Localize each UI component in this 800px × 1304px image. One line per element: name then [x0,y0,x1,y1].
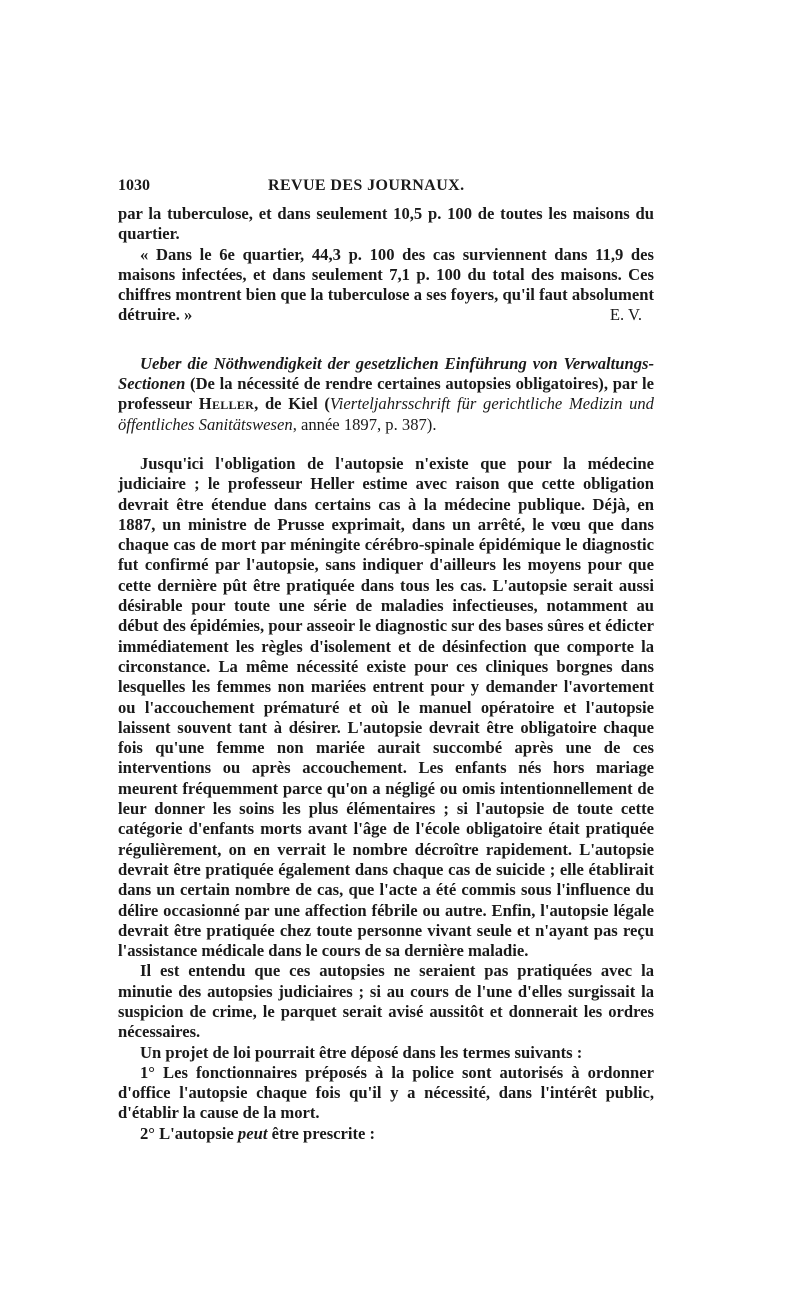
title-french: (De la nécessité de rendre certaines autopsies obligatoires), par le professeur [118,374,654,414]
article-title [118,354,654,435]
signature-text: E. V. [609,305,642,325]
title-german: Ueber die Nöthwendigkeit der gesetzlichen Einführung von Verwaltungs-Sectionen [118,353,654,394]
body-paragraph-2: Il est entendu que ces autopsies ne seraient pas pratiquées avec la minutie des autopsies judiciaires ; si au cours de l'une d'elles surgissait la suspicion de crime, le parquet serait avisé aussitôt et donnerait les ordres nécessaires. [118,961,654,1042]
body-paragraph-5-italic: peut [237,1123,268,1143]
page-number: 1030 [118,177,150,194]
body-paragraph-5-pre: 2° L'autopsie [140,1123,238,1143]
date-reference: , année 1897, p. 387). [292,414,437,434]
previous-paragraph-2-text: « Dans le 6e quartier, 44,3 p. 100 des cas surviennent dans 11,9 des maisons infectées, et dans seulement 7,1 p. 100 du total des maisons. Ces chiffres montrent bien que la tuberculose a ses foyers, qu'il faut absolument détruire. » [118,244,654,325]
journal-name: Vierteljahrsschrift für gerichtliche Medizin und öffentliches Sanitätswesen [118,394,654,434]
author-affiliation: , de Kiel ( [254,394,330,414]
body-paragraph-5-post: être prescrite : [267,1123,376,1143]
author-name: Heller [198,394,255,414]
body-paragraph-4: 1° Les fonctionnaires préposés à la police sont autorisés à ordonner d'office l'autopsie chaque fois qu'il y a nécessité, dans l'intérêt public, d'établir la cause de la mort. [118,1062,654,1123]
article-body [118,454,654,1144]
body-paragraph-1: Jusqu'ici l'obligation de l'autopsie n'existe que pour la médecine judiciaire ; le professeur Heller estime avec raison que cette obligation devrait être étendue dans certains cas à la médecine publique. Déjà, en 1887, un ministre de Prusse exprimait, dans un arrêté, le vœu que dans chaque cas de mort par méningite cérébro-spinale épidémique le diagnostic fut confirmé par l'autopsie, sans indiquer d'ailleurs les moyens pour que cette dernière pût être pratiquée dans tous les cas. L'autopsie serait aussi désirable pour toute une série de maladies infectieuses, notamment au début des épidémies, pour asseoir le diagnostic sur des bases sûres et édicter immédiatement les règles d'isolement et de désinfection que comporte la circonstance. La même nécessité existe pour ces cliniques borgnes dans lesquelles les femmes non mariées entrent pour y demander l'avortement ou l'accouchement prématuré et où le manuel opératoire et l'autopsie laissent souvent tant à désirer. L'autopsie devrait être obligatoire chaque fois qu'une femme non mariée aurait succombé après une de ces interventions ou après accouchement. Les enfants nés hors mariage meurent fréquemment parce qu'on a négligé ou omis intentionnellement de leur donner les soins les plus élémentaires ; si l'autopsie de toute cette catégorie d'enfants morts avant l'âge de l'école obligatoire était pratiquée régulièrement, on en verrait le nombre décroître rapidement. L'autopsie devrait être pratiquée également dans chaque cas de suicide ; elle établirait dans un certain nombre de cas, que l'acte a été commis sous l'influence du délire occasionné par une affection fébrile ou autre. Enfin, l'autopsie légale devrait être pratiquée chez toute personne vivant seule et n'ayant pas reçu l'assistance médicale dans le cours de sa dernière maladie. [118,453,654,961]
body-paragraph-5 [118,1124,654,1144]
body-paragraph-3: Un projet de loi pourrait être déposé dans les termes suivants : [140,1042,583,1062]
running-head [118,176,654,198]
signature [588,305,654,325]
running-title: REVUE DES JOURNAUX. [268,177,465,194]
previous-paragraph-2 [118,245,654,326]
journal-page [118,176,654,1144]
previous-article-end [118,204,654,326]
previous-paragraph-1: par la tuberculose, et dans seulement 10,5 p. 100 de toutes les maisons du quartier. [118,204,654,244]
